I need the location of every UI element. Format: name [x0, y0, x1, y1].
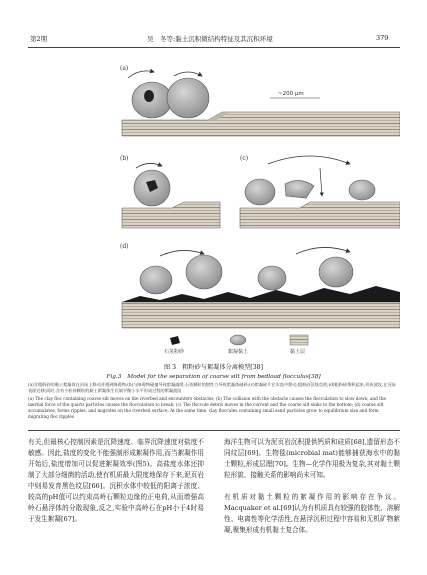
legend-label-clay-layer: 黏土层	[290, 349, 306, 355]
bed-layers-d	[122, 302, 400, 328]
motion-arrow-b	[136, 163, 162, 168]
floc-d4	[319, 257, 353, 287]
body-right-column: 海洋生物可以为泥页岩沉积提供钙质和硅质[68],遗留形态不同纹层[69]。生物毯(microbial mat)能够捕获海水中的黏土颗粒,形成层理[70]。生物—化学作用极为复杂,其对黏土颗粒形貌、接触关系的影响尚未可知。 有机质对黏土颗粒的絮凝作用的影响存在争议。Macquaker et al.[69]认为有机质具有较强的胶体性、溶解性、电离性等化学活性,在悬浮沉积过程中容易和无机矿物絮凝,聚集形成有机黏土复合体。	[224, 438, 400, 534]
scale-label: ~200 μm	[278, 91, 304, 97]
figure-caption-en: Fig.3 Model for the separation of coarse silt from bedload flocculus[38]	[106, 374, 321, 380]
running-title: 吴 冬等:黏土沉积微结构特征及其沉积环境	[147, 35, 273, 43]
issue-number: 第2期	[30, 35, 48, 43]
panel-label-a: (a)	[120, 65, 129, 72]
floc-d2	[186, 255, 222, 289]
motion-arrow-d2	[296, 247, 350, 254]
figure-caption-cn: 图 3 粗粉砂与絮凝体分离模型[38]	[163, 364, 264, 371]
motion-arrow-c	[268, 156, 350, 164]
figure-legend	[164, 335, 308, 355]
floc-d3	[258, 266, 286, 290]
legend-swatch-clay-layer	[290, 335, 308, 345]
body-left-column: 有关,但最核心控制因素是沉降速度、临界沉降速度对盐度不敏感。因此,盐度的变化不能强制形成絮凝作用,而当絮凝作用开始后,盐度增加可以促进絮凝效率(图5)。高盐度水体还抑制了大部分细菌的活动,使有机质最大限度地保存下来,泥页岩中则易发育黑色纹层[66]。沉积水体中较低的阳离子浓度、较高的pH值可以约束高岭石颗粒边缘的正电荷,从而增强高岭石悬浮体的分散现象,反之,实验中高岭石在pH小于4时易于发生絮凝[67]。	[28, 438, 204, 523]
figure-3-graphic	[100, 56, 400, 356]
legend-label-quartz-silt: 石英粉砂	[164, 349, 185, 355]
motion-arrow-a2	[174, 72, 202, 76]
floc-d1	[140, 266, 172, 294]
floc-fragment-c2	[285, 180, 314, 198]
figure-3	[100, 56, 400, 356]
floc-fragment-c3	[349, 180, 375, 200]
legend-swatch-floc-clay	[230, 335, 246, 345]
panel-label-c: (c)	[240, 155, 249, 162]
bed-layers-c	[240, 202, 400, 228]
floc-fragment-c1	[245, 179, 275, 205]
motion-arrow-a1	[128, 71, 154, 78]
motion-arrow-d1	[160, 250, 204, 256]
bed-layers-b	[122, 202, 220, 228]
sink-arrow-c	[320, 168, 322, 196]
panel-label-d: (d)	[120, 243, 129, 250]
floc-a2	[167, 78, 209, 118]
legend-swatch-quartz-silt	[170, 336, 180, 345]
section-rule	[28, 430, 400, 431]
header-rule	[28, 47, 400, 48]
silt-grain-a	[144, 90, 154, 102]
page-number: 379	[376, 34, 389, 42]
running-header	[0, 34, 427, 46]
legend-label-floc-clay: 絮凝黏土	[228, 349, 249, 355]
bed-layers-a	[122, 112, 400, 136]
panel-label-b: (b)	[120, 155, 129, 162]
figure-notes-cn: (a)含粗粉砂的黏土絮凝体在河床上移动并遇到障碍物;(b)与障碍物碰撞导致絮凝减缓,石英颗粒的惯性力导致絮凝体破碎;(c)絮凝碎片在水流中移动,粗粉砂沉线克底;(d)粗粉砂堆积起来,形成波纹,在河床表面迁移;同时,含有小粒砂颗粒的黏土絮凝体生长填平微小水平形成过程的絮凝波纹	[28, 382, 396, 393]
figure-notes-en: (a) The clay floc containing coarse silt moves on the riverbed and encounters obstacles; (b) The collision with the obstacle causes the flocculation to slow down, and the inertial force of the quartz particles causes the flocculation to break; (c) The floccule debris moves in the current and the coarse silt sinks to the bottom; (d) coarse silt accumulates, forms ripples, and migrates on the riverbed surface; At the same time, clay floccules containing small sand particles grow to equilibrium size and form migrating floc ripples	[28, 396, 386, 419]
